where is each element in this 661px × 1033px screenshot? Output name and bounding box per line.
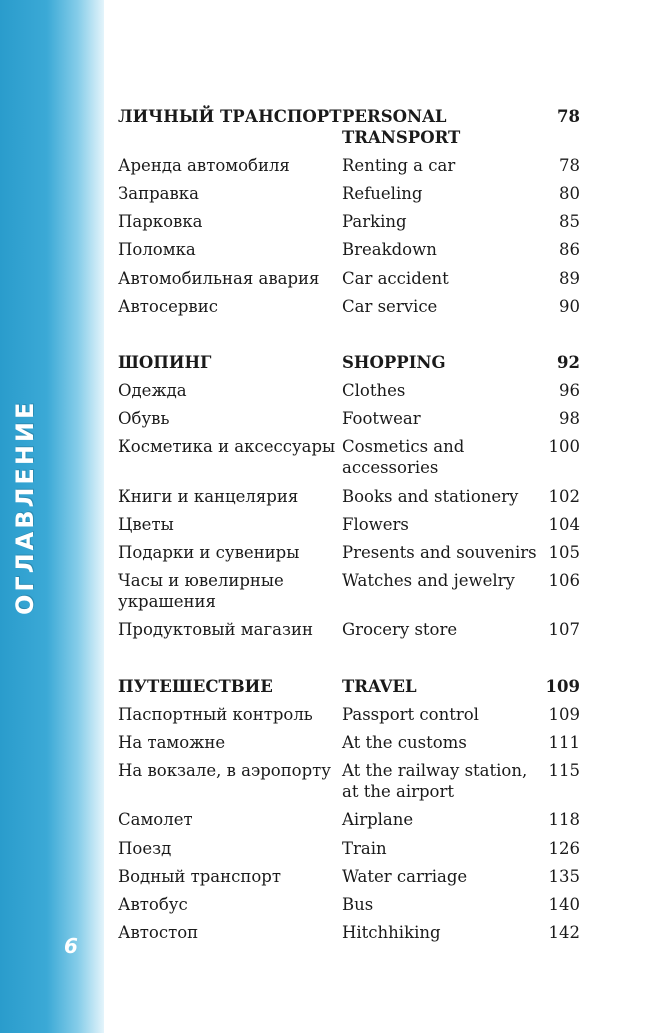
- toc-entry[interactable]: [118, 538, 580, 566]
- toc-section-travel: [118, 672, 580, 947]
- entry-en: Parking: [342, 212, 407, 232]
- entry-page: 96: [559, 381, 580, 401]
- entry-page: 85: [559, 212, 580, 232]
- page-number: 6: [64, 934, 78, 958]
- section-heading[interactable]: [118, 348, 580, 376]
- entry-en: Airplane: [342, 810, 414, 830]
- section-heading[interactable]: [118, 102, 580, 151]
- toc-entry[interactable]: [118, 482, 580, 510]
- entry-en: Renting a car: [342, 155, 456, 175]
- entry-page: 135: [548, 866, 580, 886]
- section-title-en: TRAVEL: [342, 676, 417, 696]
- entry-en: Car accident: [342, 268, 449, 288]
- entry-ru: Часы и ювелирные украшения: [118, 571, 284, 612]
- section-title-ru: ПУТЕШЕСТВИЕ: [118, 676, 273, 696]
- toc-entry[interactable]: [118, 433, 580, 482]
- section-title-en: SHOPPING: [342, 352, 446, 372]
- entry-page: 104: [548, 514, 580, 534]
- entry-ru: Продуктовый магазин: [118, 620, 313, 640]
- entry-en: Breakdown: [342, 240, 437, 260]
- entry-page: 111: [548, 732, 580, 752]
- section-heading[interactable]: [118, 672, 580, 700]
- entry-ru: Обувь: [118, 409, 170, 429]
- entry-ru: Книги и канцелярия: [118, 486, 299, 506]
- entry-ru: Парковка: [118, 212, 203, 232]
- toc-entry[interactable]: [118, 377, 580, 405]
- entry-en: Books and stationery: [342, 486, 519, 506]
- section-title-ru: ШОПИНГ: [118, 352, 212, 372]
- entry-page: 78: [559, 155, 580, 175]
- entry-ru: Подарки и сувениры: [118, 543, 300, 563]
- entry-page: 140: [548, 894, 580, 914]
- sidebar-title: ОГЛАВЛЕНИЕ: [11, 399, 39, 615]
- section-page: 92: [557, 352, 580, 372]
- entry-ru: Автосервис: [118, 296, 218, 316]
- entry-ru: Поезд: [118, 838, 172, 858]
- entry-ru: Цветы: [118, 514, 174, 534]
- entry-page: 80: [559, 183, 580, 203]
- entry-page: 89: [559, 268, 580, 288]
- entry-ru: Водный транспорт: [118, 866, 281, 886]
- toc-entry[interactable]: [118, 151, 580, 179]
- entry-ru: Самолет: [118, 810, 193, 830]
- entry-en: Water carriage: [342, 866, 468, 886]
- section-title-en: PERSONAL TRANSPORT: [342, 106, 461, 147]
- entry-en: Flowers: [342, 514, 409, 534]
- toc-entry[interactable]: [118, 757, 580, 806]
- toc-entry[interactable]: [118, 208, 580, 236]
- entry-page: 102: [548, 486, 580, 506]
- entry-page: 118: [548, 810, 580, 830]
- toc-section-shopping: [118, 348, 580, 644]
- entry-page: 98: [559, 409, 580, 429]
- entry-page: 126: [548, 838, 580, 858]
- toc-entry[interactable]: [118, 616, 580, 644]
- entry-en: Train: [342, 838, 387, 858]
- entry-page: 109: [548, 704, 580, 724]
- toc-entry[interactable]: [118, 236, 580, 264]
- entry-en: Watches and jewelry: [342, 571, 515, 591]
- entry-ru: Автостоп: [118, 923, 199, 943]
- entry-ru: Поломка: [118, 240, 196, 260]
- entry-page: 106: [548, 571, 580, 591]
- entry-en: At the railway station, at the airport: [342, 761, 528, 802]
- entry-ru: Паспортный контроль: [118, 704, 313, 724]
- toc-section-personal-transport: [118, 102, 580, 320]
- entry-en: Presents and souvenirs: [342, 543, 537, 563]
- entry-en: Refueling: [342, 183, 423, 203]
- entry-page: 115: [548, 761, 580, 781]
- entry-page: 86: [559, 240, 580, 260]
- toc-entry[interactable]: [118, 890, 580, 918]
- entry-page: 100: [548, 437, 580, 457]
- section-page: 78: [557, 106, 580, 126]
- toc-entry[interactable]: [118, 728, 580, 756]
- entry-ru: Аренда автомобиля: [118, 155, 290, 175]
- toc-entry[interactable]: [118, 567, 580, 616]
- entry-en: Cosmetics and accessories: [342, 437, 465, 478]
- entry-en: Grocery store: [342, 620, 458, 640]
- toc-entry[interactable]: [118, 862, 580, 890]
- entry-ru: Заправка: [118, 183, 199, 203]
- entry-page: 105: [548, 543, 580, 563]
- entry-page: 142: [548, 923, 580, 943]
- toc-entry[interactable]: [118, 179, 580, 207]
- entry-en: At the customs: [342, 732, 467, 752]
- toc-entry[interactable]: [118, 806, 580, 834]
- entry-en: Clothes: [342, 381, 406, 401]
- section-title-ru: ЛИЧНЫЙ ТРАНСПОРТ: [118, 106, 342, 126]
- section-page: 109: [545, 676, 580, 696]
- entry-en: Hitchhiking: [342, 923, 441, 943]
- toc-entry[interactable]: [118, 834, 580, 862]
- toc-entry[interactable]: [118, 292, 580, 320]
- entry-ru: Автомобильная авария: [118, 268, 320, 288]
- entry-ru: Косметика и аксессуары: [118, 437, 336, 457]
- entry-en: Bus: [342, 894, 374, 914]
- entry-en: Car service: [342, 296, 438, 316]
- toc-entry[interactable]: [118, 700, 580, 728]
- entry-ru: На вокзале, в аэропорту: [118, 761, 332, 781]
- entry-page: 90: [559, 296, 580, 316]
- toc-entry[interactable]: [118, 510, 580, 538]
- entry-en: Passport control: [342, 704, 479, 724]
- table-of-contents: [118, 102, 580, 975]
- entry-ru: На таможне: [118, 732, 226, 752]
- toc-entry[interactable]: [118, 405, 580, 433]
- toc-entry[interactable]: [118, 919, 580, 947]
- entry-page: 107: [548, 620, 580, 640]
- entry-ru: Одежда: [118, 381, 187, 401]
- entry-en: Footwear: [342, 409, 421, 429]
- toc-entry[interactable]: [118, 264, 580, 292]
- entry-ru: Автобус: [118, 894, 188, 914]
